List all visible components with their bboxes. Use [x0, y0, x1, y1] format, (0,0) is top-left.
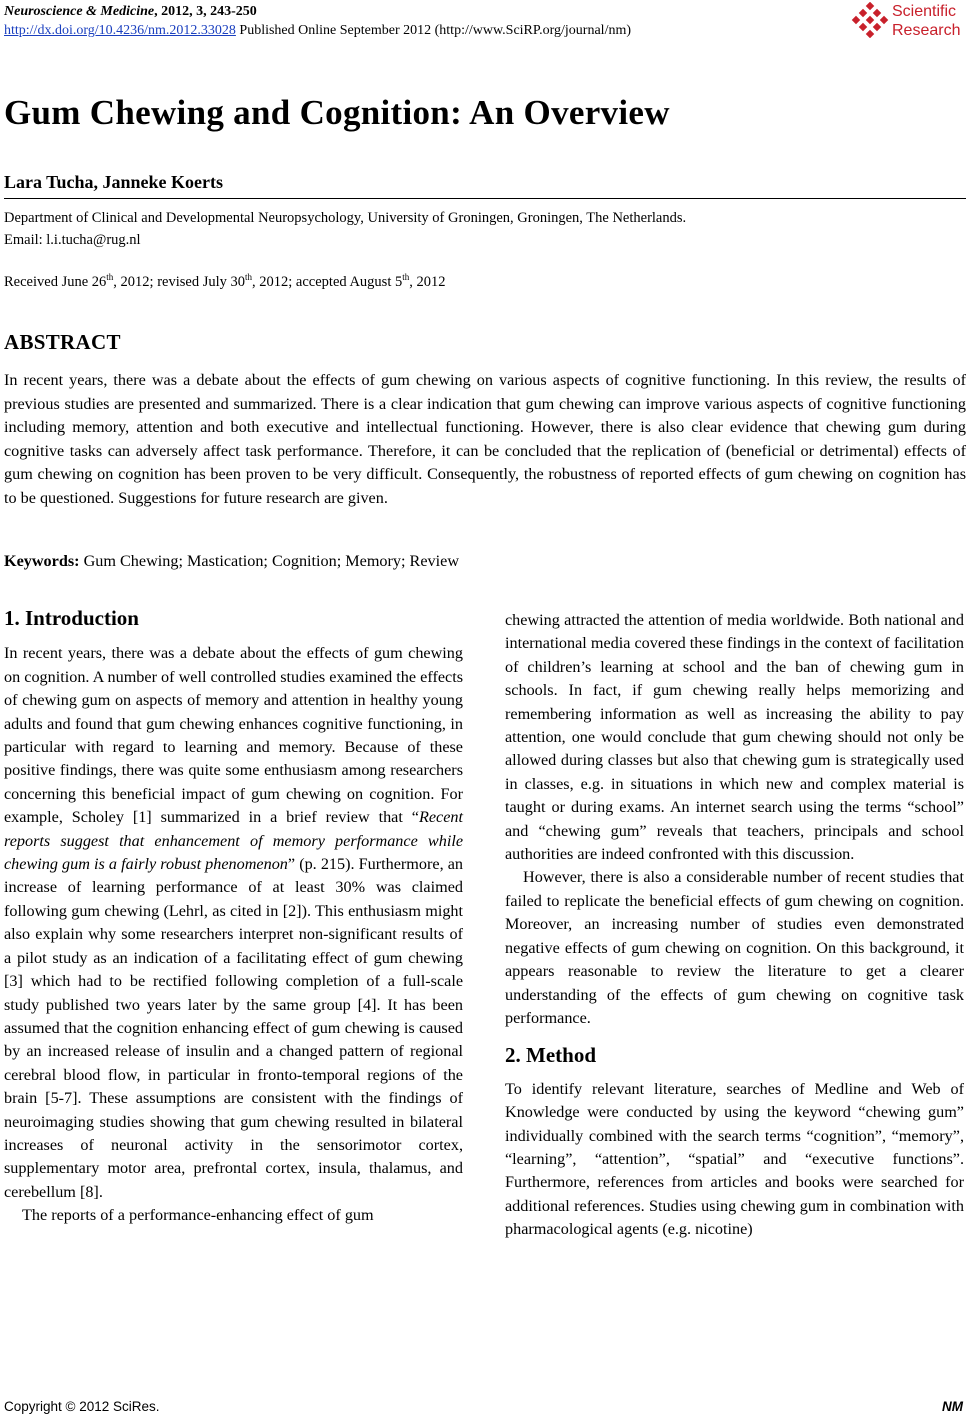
received-text-1: Received June 26: [4, 273, 107, 290]
received-sup-3: th: [402, 272, 410, 282]
abstract-heading: ABSTRACT: [4, 330, 121, 354]
intro-paragraph-3: However, there is also a considerable number of recent studies that failed to replicate the beneficial effects of gum chewing on cognition. Moreover, an increasing number of studies even demonstrated negative effects of gum chewing on cognition. On this background, it appears reasonable to review the literature to get a clearer understanding of the effects of gum chewing on cognitive task performance.: [505, 868, 964, 1027]
abstract-body: In recent years, there was a debate about the effects of gum chewing on various aspects of cognitive functioning. In this review, the results of previous studies are presented and summarized. There is a clear indication that gum chewing can improve various aspects of cognitive functioning including memory, attention and both executive and intellectual functioning. However, there is also clear evidence that chewing gum during cognitive tasks can adversely affect task performance. Therefore, it can be concluded that the replication of (beneficial or detrimental) effects of gum chewing on cognition has been proven to be very difficult. Consequently, the robustness of reported effects of gum chewing on cognition has to be questioned. Suggestions for future research are given.: [4, 371, 966, 507]
intro-p1-text-a: In recent years, there was a debate about the effects of gum chewing on cognition. A number of well controlled studies examined the effects of chewing gum on aspects of memory and attention in healthy young adults and found that gum chewing enhances cognitive functioning, in particular with regard to learning and memory. Because of these positive findings, there was quite some enthusiasm among researchers concerning this beneficial impact of gum chewing on cognition. For example, Scholey [1] summarized in a brief review that “: [4, 644, 463, 827]
logo-line1: Scientific: [892, 3, 957, 20]
logo-line2: Research: [892, 22, 961, 39]
intro-paragraph-2-start: The reports of a performance-enhancing effect of gum: [22, 1206, 374, 1225]
email: Email: l.i.tucha@rug.nl: [4, 232, 141, 248]
keywords-label: Keywords:: [4, 552, 80, 570]
footer-journal-abbr: NM: [942, 1399, 963, 1414]
left-column: [4, 607, 463, 1228]
logo-text: [892, 2, 960, 40]
paper-authors: Lara Tucha, Janneke Koerts: [4, 172, 224, 192]
affiliation: Department of Clinical and Developmental Neuropsychology, University of Groningen, Groningen, The Netherlands.: [4, 210, 687, 226]
paper-title: Gum Chewing and Cognition: An Overview: [4, 93, 670, 132]
received-text-2: , 2012; revised July 30: [113, 273, 245, 290]
journal-citation: [4, 4, 257, 20]
journal-volume-info: , 2012, 3, 243-250: [154, 4, 257, 19]
logo-diamond-icon: [850, 2, 890, 38]
received-text-4: , 2012: [409, 273, 446, 290]
journal-name: Neuroscience & Medicine: [4, 4, 155, 19]
section-heading-introduction: 1. Introduction: [4, 606, 139, 630]
published-online: Published Online September 2012 (http://www.SciRP.org/journal/nm): [235, 23, 632, 38]
title-divider: [4, 198, 966, 199]
keywords: [4, 552, 459, 571]
received-dates: [4, 272, 446, 291]
intro-paragraph-1: [4, 642, 463, 1204]
keywords-list: Gum Chewing; Mastication; Cognition; Memory; Review: [79, 552, 460, 570]
right-column: [505, 609, 964, 1242]
received-sup-1: th: [106, 272, 114, 282]
received-text-3: , 2012; accepted August 5: [252, 273, 403, 290]
received-sup-2: th: [245, 272, 253, 282]
intro-p1-quote: Recent reports suggest that enhancement of memory performance while chewing gum is a fairly robust phenomenon: [4, 808, 463, 874]
doi-link[interactable]: http://dx.doi.org/10.4236/nm.2012.33028: [4, 23, 236, 38]
section-heading-method: 2. Method: [505, 1043, 596, 1068]
intro-p1-text-b: ” (p. 215). Furthermore, an increase of learning performance of at least 30% was claimed following gum chewing (Lehrl, as cited in [2]). This enthusiasm might also explain why some researchers interpret non-significant results of a pilot study as an indication of a facilitating effect of gum chewing [3] which had to be rectified following completion of a full-scale study published two years later by the same group [4]. It has been assumed that the cognition enhancing effect of gum chewing is caused by an increased release of insulin and a changed pattern of regional cerebral blood flow, in particular in fronto-temporal regions of the brain [5-7]. These assumptions are consistent with the findings of neuroimaging studies showing that gum chewing resulted in bilateral increases of neuronal activity in the sensorimotor cortex, supplementary motor area, prefrontal cortex, insula, thalamus, and cerebellum [8].: [4, 855, 463, 1201]
method-paragraph-1: To identify relevant literature, searches of Medline and Web of Knowledge were conducted by using the keyword “chewing gum” individually combined with the search terms “cognition”, “memory”, “learning”, “attention”, “spatial” and “executive functions”. Furthermore, references from articles and books were searched for additional references. Studies using chewing gum in combination with pharmacological agents (e.g. nicotine): [505, 1079, 964, 1239]
intro-paragraph-2-continued: chewing attracted the attention of media worldwide. Both national and international media covered these findings in the context of facilitation of children’s learning at school and the ban of chewing gum in schools. In fact, if gum chewing really helps memorizing and remembering information as well as increasing the ability to pay attention, one would conclude that gum chewing should not only be allowed during classes but also that chewing gum is strategically used in classes, e.g. in situations in which new and complex material is taught or during exams. An internet search using the terms “school” and “chewing gum” reveals that teachers, principals and school authorities are indeed confronted with this discussion.: [505, 611, 964, 864]
publisher-logo: [850, 2, 968, 44]
doi-line: [4, 23, 631, 39]
footer-copyright: Copyright © 2012 SciRes.: [4, 1399, 160, 1414]
